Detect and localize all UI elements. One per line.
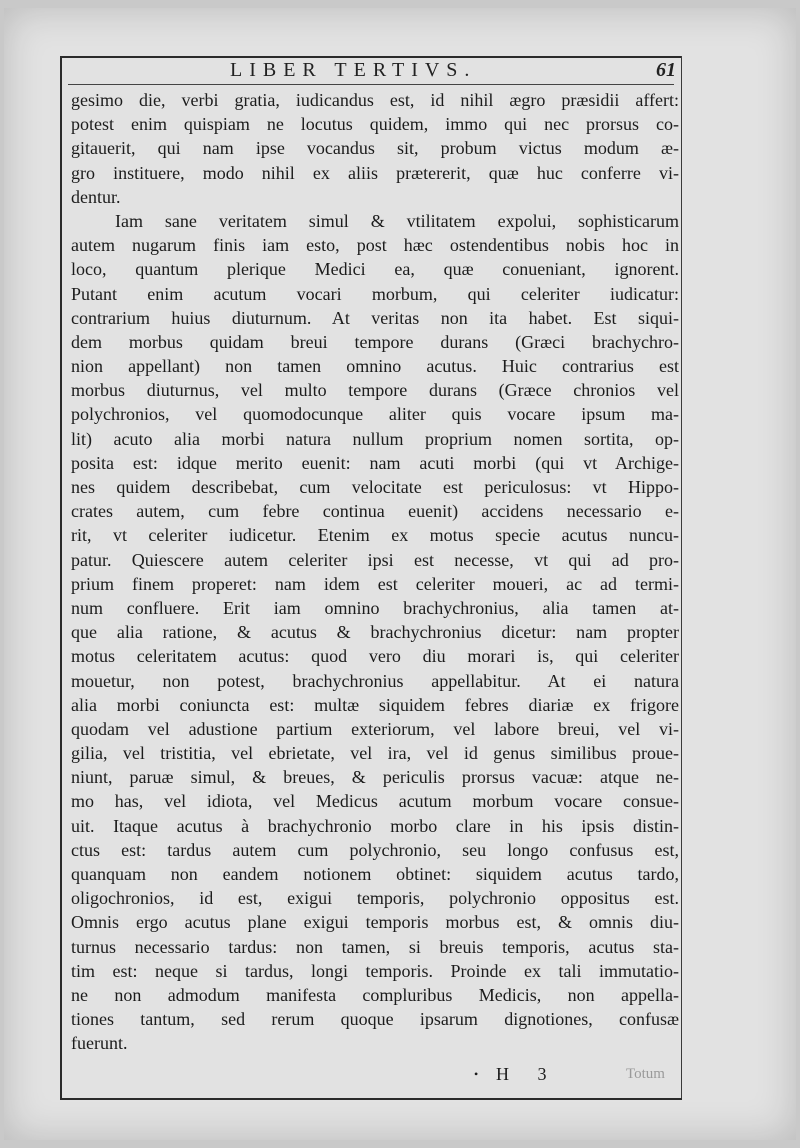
text-line: quodam vel adustione partium exteriorum, vel labore breui, vel vi- xyxy=(71,718,679,739)
text-line: Iam sane veritatem simul & vtilitatem expolui, sophisticarum xyxy=(115,210,679,231)
text-line: tiones tantum, sed rerum quoque ipsarum dignotiones, confusæ xyxy=(71,1009,679,1030)
book-page xyxy=(4,8,796,1140)
text-line: contrarium huius diuturnum. At veritas non ita habet. Est siqui- xyxy=(71,307,679,328)
page-footer xyxy=(60,1062,682,1086)
text-line: rit, vt celeriter iudicetur. Etenim ex motus specie acutus nuncu- xyxy=(71,525,679,546)
bottom-rule xyxy=(60,1098,682,1100)
text-line: tim est: neque si tardus, longi temporis. Proinde ex tali immutatio- xyxy=(71,960,679,981)
left-rule xyxy=(60,56,62,1100)
text-line: que alia ratione, & acutus & brachychronius dicetur: nam propter xyxy=(71,622,679,643)
text-line: Putant enim acutum vocari morbum, qui celeriter iudicatur: xyxy=(71,283,679,304)
text-line: nion appellant) non tamen omnino acutus. Huic contrarius est xyxy=(71,356,679,377)
text-line: niunt, paruæ simul, & breues, & periculis prorsus vacuæ: atque ne- xyxy=(71,767,679,788)
text-line: dem morbus quidam breui tempore durans (Græci brachychro- xyxy=(71,331,679,352)
text-line: alia morbi coniuncta est: multæ siquidem febres diariæ ex frigore xyxy=(71,694,679,715)
text-line: polychronios, vel quomodocunque aliter quis vocare ipsum ma- xyxy=(71,404,679,425)
right-rule xyxy=(681,56,682,1100)
text-line: mouetur, non potest, brachychronius appellabitur. At ei natura xyxy=(71,670,679,691)
text-line: lit) acuto alia morbi natura nullum proprium nomen sortita, op- xyxy=(71,428,679,449)
text-line: potest enim quispiam ne locutus quidem, immo qui nec prorsus co- xyxy=(71,114,679,135)
running-head: LIBER TERTIVS. xyxy=(230,59,477,81)
text-line: ne non admodum manifesta compluribus Medicis, non appella- xyxy=(71,984,679,1005)
text-line: gro instituere, modo nihil ex aliis prætererit, quæ huc conferre vi- xyxy=(71,162,679,183)
text-line: gilia, vel tristitia, vel ebrietate, vel ira, vel id genus similibus proue- xyxy=(71,743,679,764)
text-line: uit. Itaque acutus à brachychronio morbo clare in his ipsis distin- xyxy=(71,815,679,836)
text-line: crates autem, cum febre continua euenit) accidens necessario e- xyxy=(71,501,679,522)
catchword: Totum xyxy=(626,1066,665,1082)
text-line: Omnis ergo acutus plane exigui temporis morbus est, & omnis diu- xyxy=(71,912,679,933)
text-line: oligochronios, id est, exigui temporis, polychronio oppositus est. xyxy=(71,888,679,909)
text-line: ctus est: tardus autem cum polychronio, seu longo confusus est, xyxy=(71,839,679,860)
body-text xyxy=(71,88,679,1056)
text-line: dentur. xyxy=(71,186,121,207)
text-line: fuerunt. xyxy=(71,1033,128,1054)
text-line: autem nugarum finis iam esto, post hæc ostendentibus nobis hoc in xyxy=(71,235,679,256)
head-rule xyxy=(68,84,674,85)
text-line: gesimo die, verbi gratia, iudicandus est, id nihil ægro præsidii affert: xyxy=(71,90,679,110)
text-line: patur. Quiescere autem celeriter ipsi est necesse, vt qui ad pro- xyxy=(71,549,679,570)
text-line: num confluere. Erit iam omnino brachychronius, alia tamen at- xyxy=(71,597,679,618)
text-line: motus celeritatem acutus: quod vero diu morari is, qui celeriter xyxy=(71,646,679,667)
footer-mark: • xyxy=(474,1067,479,1081)
signature-mark: H 3 xyxy=(496,1064,559,1084)
text-line: mo has, vel idiota, vel Medicus acutum morbum vocare consue- xyxy=(71,791,679,812)
text-line: morbus diuturnus, vel multo tempore durans (Græce chronios vel xyxy=(71,380,679,401)
text-line: turnus necessario tardus: non tamen, si breuis temporis, acutus sta- xyxy=(71,936,679,957)
text-line: gitauerit, qui nam ipse vocandus sit, probum victus modum æ- xyxy=(71,138,679,159)
text-line: nes quidem describebat, cum velocitate est periculosus: vt Hippo- xyxy=(71,477,679,497)
text-line: quanquam non eandem notionem obtinet: siquidem acutus tardo, xyxy=(71,864,679,884)
text-frame xyxy=(60,56,682,1100)
text-line: posita est: idque merito euenit: nam acuti morbi (qui vt Archige- xyxy=(71,452,679,473)
text-line: prium finem properet: nam idem est celeriter moueri, ac ad termi- xyxy=(71,573,679,594)
text-line: loco, quantum plerique Medici ea, quæ conueniant, ignorent. xyxy=(71,259,679,280)
page-number: 61 xyxy=(656,59,676,81)
